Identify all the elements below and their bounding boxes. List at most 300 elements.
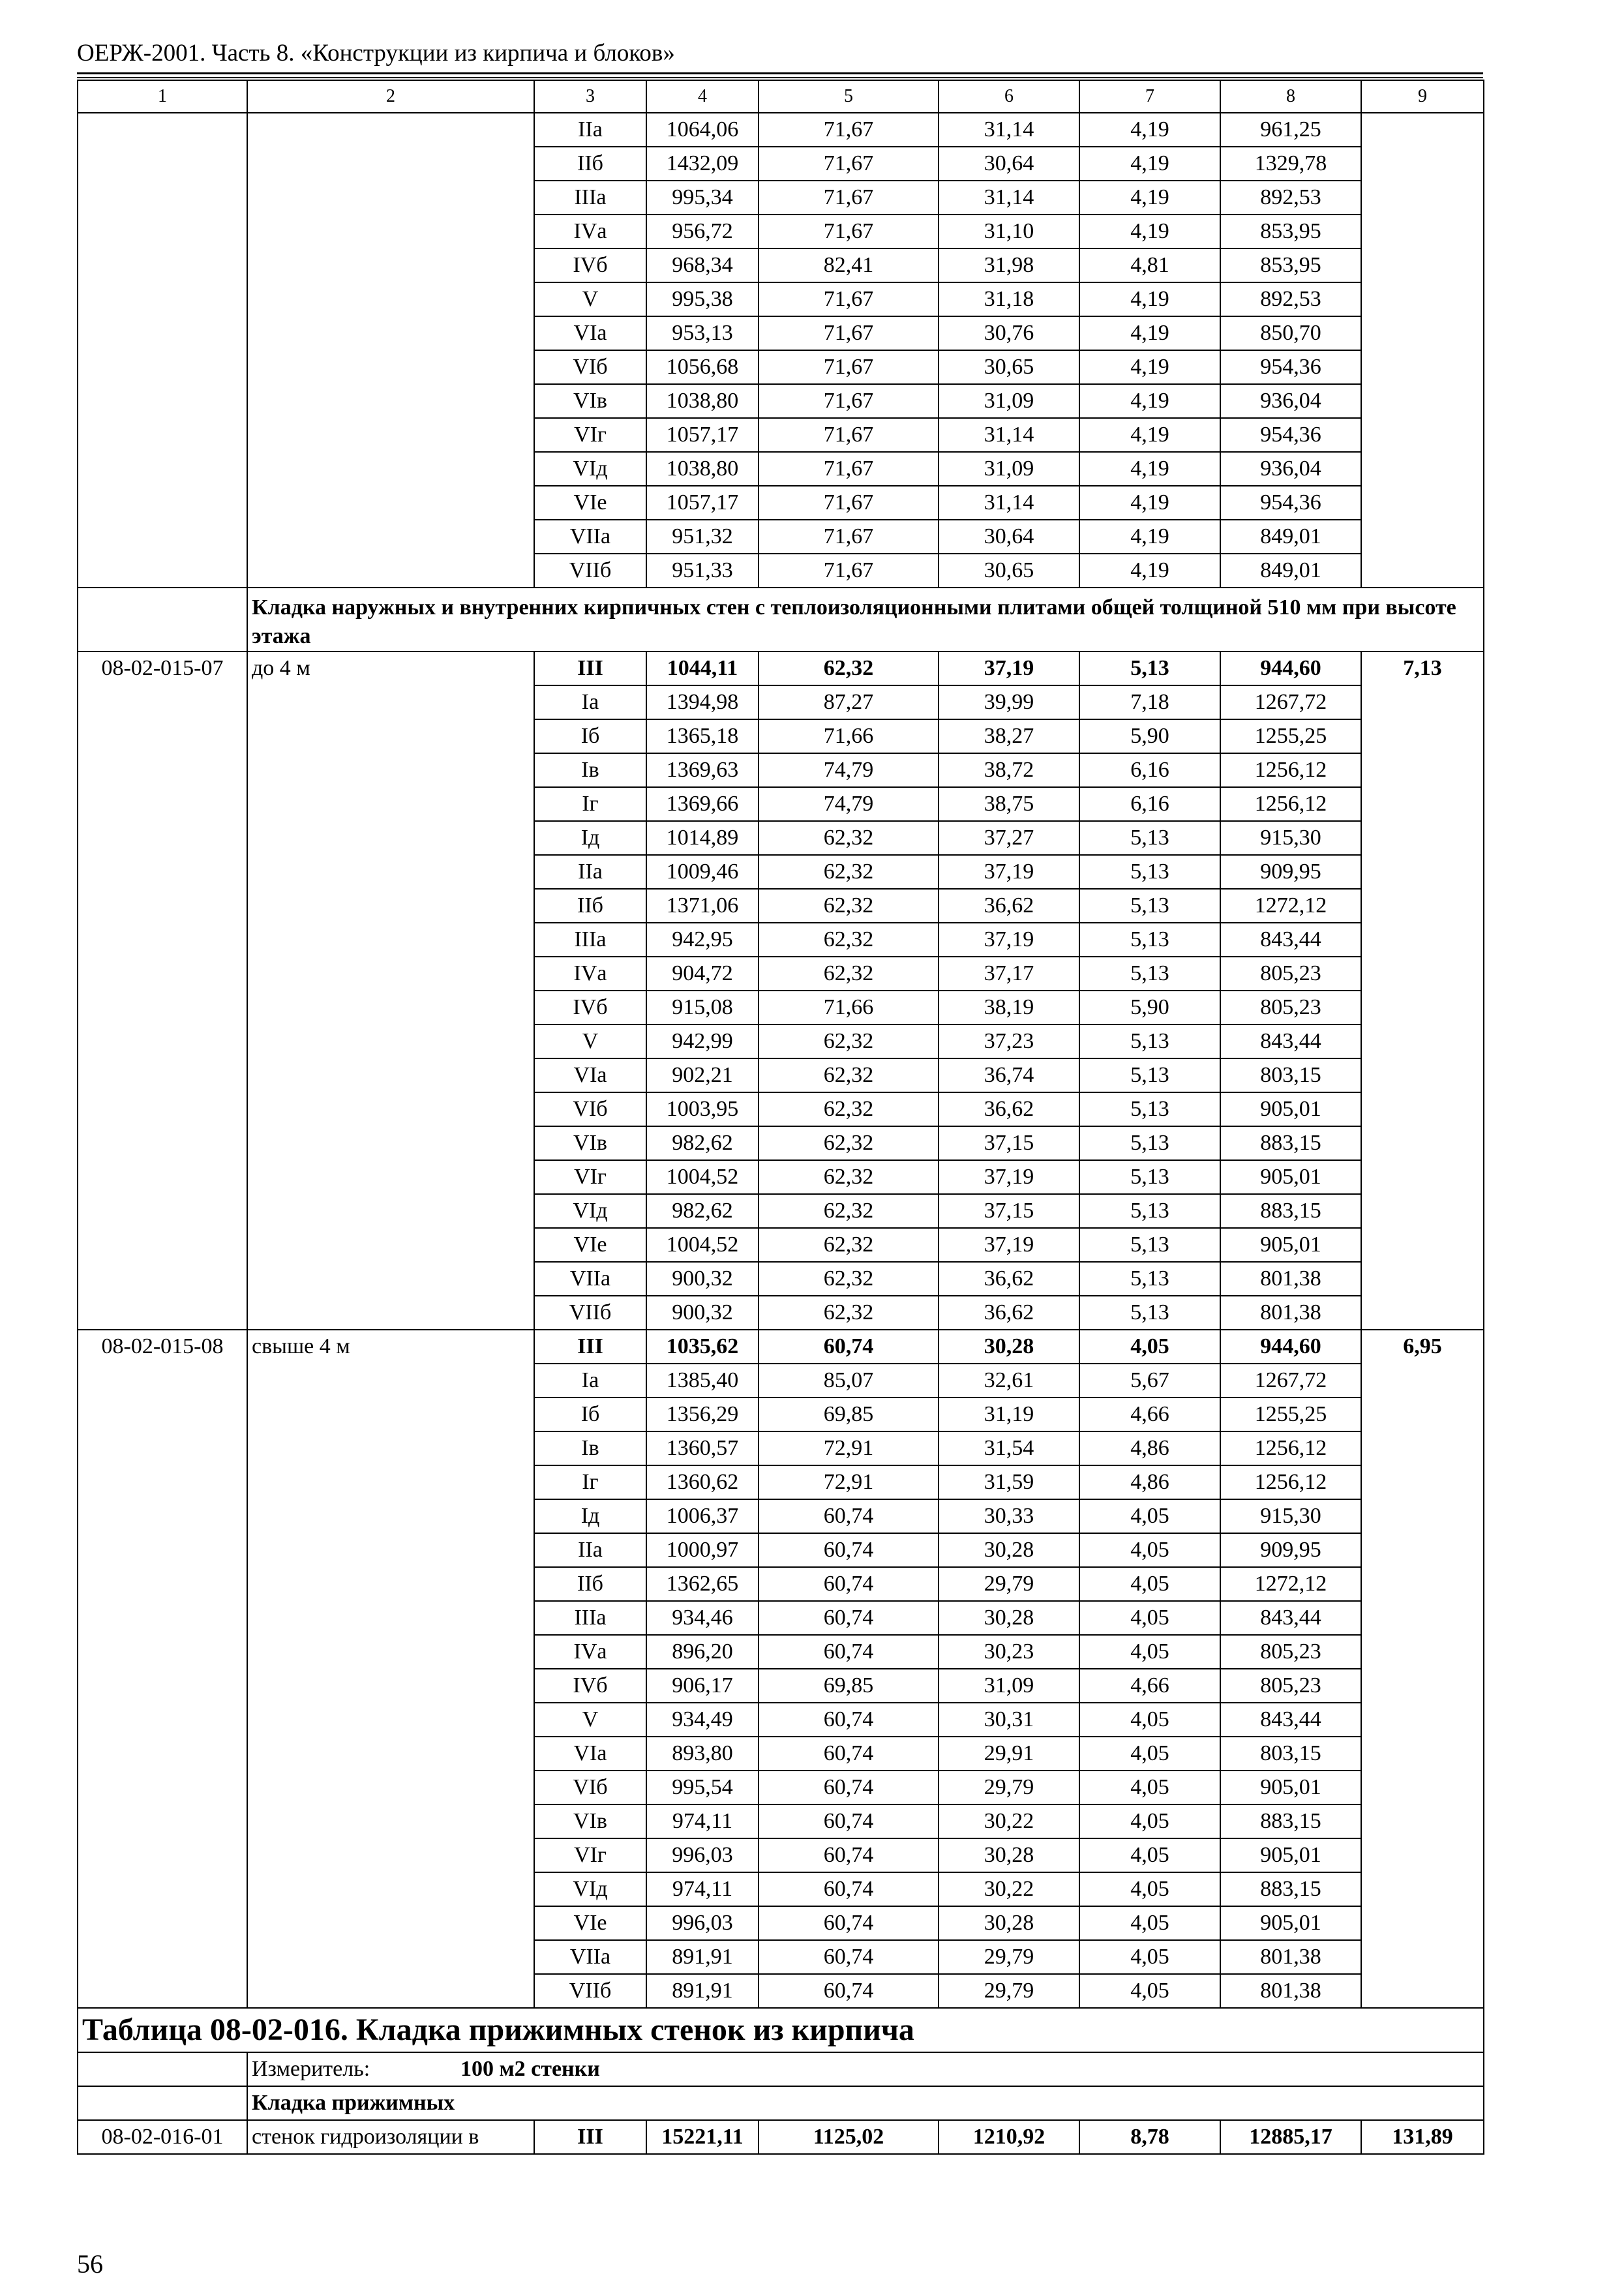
value-cell: 905,01: [1220, 1838, 1361, 1872]
value-cell: 62,32: [759, 1296, 939, 1330]
value-cell: 1056,68: [646, 350, 759, 384]
value-cell: 4,05: [1079, 1771, 1220, 1804]
value-cell: 71,67: [759, 181, 939, 215]
value-cell: 982,62: [646, 1126, 759, 1160]
value-cell: 4,05: [1079, 1601, 1220, 1635]
zone-cell: IVа: [534, 1635, 646, 1669]
value-cell: 71,67: [759, 418, 939, 452]
value-cell: 849,01: [1220, 554, 1361, 588]
value-cell: 843,44: [1220, 1601, 1361, 1635]
value-cell: 4,05: [1079, 1872, 1220, 1906]
value-cell: 38,27: [939, 719, 1079, 753]
value-cell: 31,10: [939, 215, 1079, 248]
value-cell: 801,38: [1220, 1262, 1361, 1296]
value-cell: 62,32: [759, 1126, 939, 1160]
zone-cell: IVб: [534, 991, 646, 1025]
value-cell: 6,16: [1079, 787, 1220, 821]
value-cell: 36,62: [939, 889, 1079, 923]
value-cell: 849,01: [1220, 520, 1361, 554]
value-cell: 1038,80: [646, 384, 759, 418]
column-number-row: [78, 80, 1484, 113]
zone-cell: VIIб: [534, 1296, 646, 1330]
value-cell: 5,13: [1079, 923, 1220, 957]
value-cell: 1360,57: [646, 1431, 759, 1465]
value-cell: 883,15: [1220, 1126, 1361, 1160]
value-cell: 30,65: [939, 554, 1079, 588]
value-cell: 60,74: [759, 1804, 939, 1838]
value-cell: 62,32: [759, 1025, 939, 1058]
zone-cell: VIб: [534, 350, 646, 384]
value-cell: 71,67: [759, 520, 939, 554]
section-heading-row: [78, 588, 1484, 651]
value-cell: 30,64: [939, 147, 1079, 181]
value-cell: 4,05: [1079, 1533, 1220, 1567]
value-cell: 1044,11: [646, 651, 759, 685]
value-cell: 961,25: [1220, 113, 1361, 147]
zone-cell: V: [534, 1703, 646, 1737]
value-cell: 6,16: [1079, 753, 1220, 787]
zone-cell: III: [534, 651, 646, 685]
zone-cell: VIIб: [534, 1974, 646, 2008]
measure-row: [78, 2052, 1484, 2086]
zone-cell: Iб: [534, 719, 646, 753]
value-cell: 1256,12: [1220, 753, 1361, 787]
column-number: 7: [1079, 80, 1220, 113]
value-cell: 37,19: [939, 855, 1079, 889]
value-cell: 31,14: [939, 418, 1079, 452]
value-cell: 904,72: [646, 957, 759, 991]
value-cell: 38,72: [939, 753, 1079, 787]
value-cell: 5,90: [1079, 719, 1220, 753]
value-cell: 896,20: [646, 1635, 759, 1669]
value-cell: 85,07: [759, 1364, 939, 1398]
value-cell: 936,04: [1220, 384, 1361, 418]
table-row: [78, 2120, 1484, 2154]
value-cell: 71,67: [759, 350, 939, 384]
value-cell: 4,19: [1079, 486, 1220, 520]
value-cell: 60,74: [759, 1601, 939, 1635]
value-cell: 37,27: [939, 821, 1079, 855]
zone-cell: Iд: [534, 1499, 646, 1533]
value-cell: 1267,72: [1220, 685, 1361, 719]
value-cell: 1356,29: [646, 1398, 759, 1431]
value-cell: 4,19: [1079, 520, 1220, 554]
value-cell: 905,01: [1220, 1906, 1361, 1940]
value-cell: 62,32: [759, 1262, 939, 1296]
value-cell: 4,05: [1079, 1635, 1220, 1669]
zone-cell: VIа: [534, 1737, 646, 1771]
labor-cost-cell: 7,13: [1361, 651, 1484, 1330]
value-cell: 4,19: [1079, 452, 1220, 486]
value-cell: 36,62: [939, 1092, 1079, 1126]
value-cell: 4,19: [1079, 350, 1220, 384]
zone-cell: IIIа: [534, 923, 646, 957]
value-cell: 1057,17: [646, 418, 759, 452]
value-cell: 1432,09: [646, 147, 759, 181]
value-cell: 30,31: [939, 1703, 1079, 1737]
value-cell: 36,62: [939, 1296, 1079, 1330]
value-cell: 60,74: [759, 1533, 939, 1567]
value-cell: 1064,06: [646, 113, 759, 147]
value-cell: 4,66: [1079, 1669, 1220, 1703]
value-cell: 4,05: [1079, 1330, 1220, 1364]
value-cell: 31,14: [939, 113, 1079, 147]
value-cell: 883,15: [1220, 1194, 1361, 1228]
table-title-row: [78, 2008, 1484, 2052]
value-cell: 37,23: [939, 1025, 1079, 1058]
column-number: 5: [759, 80, 939, 113]
value-cell: 801,38: [1220, 1940, 1361, 1974]
zone-cell: VIа: [534, 1058, 646, 1092]
value-cell: 62,32: [759, 855, 939, 889]
value-cell: 62,32: [759, 923, 939, 957]
value-cell: 801,38: [1220, 1296, 1361, 1330]
value-cell: 900,32: [646, 1262, 759, 1296]
value-cell: 1360,62: [646, 1465, 759, 1499]
zone-cell: IIа: [534, 113, 646, 147]
value-cell: 31,14: [939, 486, 1079, 520]
value-cell: 71,67: [759, 554, 939, 588]
value-cell: 951,32: [646, 520, 759, 554]
value-cell: 4,05: [1079, 1804, 1220, 1838]
value-cell: 891,91: [646, 1974, 759, 2008]
value-cell: 1006,37: [646, 1499, 759, 1533]
value-cell: 5,13: [1079, 1025, 1220, 1058]
value-cell: 62,32: [759, 957, 939, 991]
value-cell: 31,14: [939, 181, 1079, 215]
value-cell: 4,05: [1079, 1906, 1220, 1940]
value-cell: 60,74: [759, 1635, 939, 1669]
value-cell: 1385,40: [646, 1364, 759, 1398]
value-cell: 1362,65: [646, 1567, 759, 1601]
value-cell: 32,61: [939, 1364, 1079, 1398]
table-row: [78, 651, 1484, 685]
value-cell: 71,66: [759, 991, 939, 1025]
value-cell: 1272,12: [1220, 889, 1361, 923]
value-cell: 1256,12: [1220, 787, 1361, 821]
value-cell: 893,80: [646, 1737, 759, 1771]
zone-cell: VIд: [534, 1872, 646, 1906]
zone-cell: VIIа: [534, 520, 646, 554]
value-cell: 5,13: [1079, 651, 1220, 685]
value-cell: 37,15: [939, 1194, 1079, 1228]
value-cell: 1369,66: [646, 787, 759, 821]
value-cell: 30,76: [939, 316, 1079, 350]
value-cell: 4,19: [1079, 316, 1220, 350]
zone-cell: VIб: [534, 1092, 646, 1126]
empty-cell: [78, 2052, 247, 2086]
value-cell: 1038,80: [646, 452, 759, 486]
value-cell: 60,74: [759, 1703, 939, 1737]
value-cell: 30,28: [939, 1601, 1079, 1635]
value-cell: 4,19: [1079, 384, 1220, 418]
section-heading: Кладка наружных и внутренних кирпичных стен с теплоизоляционными плитами общей толщиной 510 мм при высоте этажа: [247, 588, 1484, 651]
value-cell: 5,13: [1079, 1160, 1220, 1194]
item-code: 08-02-016-01: [78, 2120, 247, 2154]
value-cell: 1004,52: [646, 1228, 759, 1262]
running-header: ОЕРЖ-2001. Часть 8. «Конструкции из кирпича и блоков»: [77, 40, 675, 67]
zone-cell: Iа: [534, 1364, 646, 1398]
column-number: 6: [939, 80, 1079, 113]
zone-cell: VIа: [534, 316, 646, 350]
value-cell: 7,18: [1079, 685, 1220, 719]
zone-cell: VIе: [534, 486, 646, 520]
empty-cell: [78, 2086, 247, 2120]
subheading-row: [78, 2086, 1484, 2120]
value-cell: 1371,06: [646, 889, 759, 923]
page-number: 56: [77, 2249, 103, 2279]
value-cell: 995,38: [646, 282, 759, 316]
value-cell: 853,95: [1220, 248, 1361, 282]
value-cell: 5,13: [1079, 889, 1220, 923]
value-cell: 60,74: [759, 1567, 939, 1601]
value-cell: 87,27: [759, 685, 939, 719]
value-cell: 954,36: [1220, 486, 1361, 520]
value-cell: 974,11: [646, 1804, 759, 1838]
description-cell: [247, 113, 534, 588]
value-cell: 31,09: [939, 1669, 1079, 1703]
value-cell: 60,74: [759, 1940, 939, 1974]
value-cell: 936,04: [1220, 452, 1361, 486]
zone-cell: IVб: [534, 1669, 646, 1703]
value-cell: 8,78: [1079, 2120, 1220, 2154]
value-cell: 5,13: [1079, 821, 1220, 855]
value-cell: 30,33: [939, 1499, 1079, 1533]
zone-cell: VIв: [534, 384, 646, 418]
value-cell: 4,19: [1079, 282, 1220, 316]
zone-cell: VIIа: [534, 1262, 646, 1296]
column-number: 8: [1220, 80, 1361, 113]
value-cell: 37,15: [939, 1126, 1079, 1160]
value-cell: 30,22: [939, 1804, 1079, 1838]
value-cell: 853,95: [1220, 215, 1361, 248]
value-cell: 38,75: [939, 787, 1079, 821]
value-cell: 805,23: [1220, 991, 1361, 1025]
table-title: Таблица 08-02-016. Кладка прижимных стенок из кирпича: [78, 2008, 1484, 2052]
value-cell: 942,95: [646, 923, 759, 957]
value-cell: 1125,02: [759, 2120, 939, 2154]
value-cell: 62,32: [759, 1160, 939, 1194]
value-cell: 69,85: [759, 1398, 939, 1431]
value-cell: 968,34: [646, 248, 759, 282]
value-cell: 1004,52: [646, 1160, 759, 1194]
value-cell: 31,54: [939, 1431, 1079, 1465]
value-cell: 1329,78: [1220, 147, 1361, 181]
value-cell: 4,05: [1079, 1838, 1220, 1872]
value-cell: 71,67: [759, 452, 939, 486]
value-cell: 803,15: [1220, 1737, 1361, 1771]
value-cell: 30,23: [939, 1635, 1079, 1669]
value-cell: 37,19: [939, 1160, 1079, 1194]
header-rule-thin: [77, 77, 1483, 78]
column-number: 9: [1361, 80, 1484, 113]
code-cell: [78, 113, 247, 588]
value-cell: 31,09: [939, 452, 1079, 486]
value-cell: 1256,12: [1220, 1465, 1361, 1499]
value-cell: 5,13: [1079, 1126, 1220, 1160]
value-cell: 956,72: [646, 215, 759, 248]
measure-label: Измеритель:: [252, 2057, 370, 2082]
value-cell: 1009,46: [646, 855, 759, 889]
value-cell: 36,62: [939, 1262, 1079, 1296]
value-cell: 30,65: [939, 350, 1079, 384]
value-cell: 5,13: [1079, 957, 1220, 991]
value-cell: 1394,98: [646, 685, 759, 719]
value-cell: 72,91: [759, 1431, 939, 1465]
value-cell: 953,13: [646, 316, 759, 350]
value-cell: 974,11: [646, 1872, 759, 1906]
value-cell: 934,46: [646, 1601, 759, 1635]
value-cell: 5,13: [1079, 1296, 1220, 1330]
value-cell: 4,05: [1079, 1499, 1220, 1533]
value-cell: 5,13: [1079, 855, 1220, 889]
value-cell: 71,67: [759, 147, 939, 181]
zone-cell: V: [534, 1025, 646, 1058]
zone-cell: IIIа: [534, 1601, 646, 1635]
value-cell: 5,13: [1079, 1092, 1220, 1126]
value-cell: 4,86: [1079, 1465, 1220, 1499]
value-cell: 71,67: [759, 282, 939, 316]
zone-cell: VIг: [534, 1838, 646, 1872]
measure-cell: [247, 2052, 1484, 2086]
value-cell: 1014,89: [646, 821, 759, 855]
value-cell: 883,15: [1220, 1872, 1361, 1906]
item-description: до 4 м: [247, 651, 534, 1330]
value-cell: 902,21: [646, 1058, 759, 1092]
value-cell: 30,28: [939, 1533, 1079, 1567]
value-cell: 883,15: [1220, 1804, 1361, 1838]
zone-cell: IIа: [534, 1533, 646, 1567]
value-cell: 1255,25: [1220, 1398, 1361, 1431]
zone-cell: VIв: [534, 1804, 646, 1838]
value-cell: 4,19: [1079, 418, 1220, 452]
value-cell: 71,67: [759, 384, 939, 418]
zone-cell: VIд: [534, 1194, 646, 1228]
value-cell: 954,36: [1220, 418, 1361, 452]
value-cell: 1365,18: [646, 719, 759, 753]
value-cell: 905,01: [1220, 1092, 1361, 1126]
value-cell: 62,32: [759, 1194, 939, 1228]
value-cell: 995,34: [646, 181, 759, 215]
value-cell: 31,19: [939, 1398, 1079, 1431]
value-cell: 5,13: [1079, 1058, 1220, 1092]
value-cell: 60,74: [759, 1499, 939, 1533]
value-cell: 29,79: [939, 1771, 1079, 1804]
zone-cell: IIб: [534, 889, 646, 923]
value-cell: 31,09: [939, 384, 1079, 418]
value-cell: 892,53: [1220, 181, 1361, 215]
table-row: [78, 1330, 1484, 1364]
value-cell: 5,67: [1079, 1364, 1220, 1398]
value-cell: 944,60: [1220, 651, 1361, 685]
zone-cell: IIб: [534, 147, 646, 181]
zone-cell: IIа: [534, 855, 646, 889]
value-cell: 4,05: [1079, 1737, 1220, 1771]
value-cell: 900,32: [646, 1296, 759, 1330]
value-cell: 4,19: [1079, 215, 1220, 248]
value-cell: 843,44: [1220, 1703, 1361, 1737]
value-cell: 915,30: [1220, 821, 1361, 855]
value-cell: 1369,63: [646, 753, 759, 787]
zone-cell: IVб: [534, 248, 646, 282]
value-cell: 909,95: [1220, 1533, 1361, 1567]
value-cell: 954,36: [1220, 350, 1361, 384]
value-cell: 62,32: [759, 889, 939, 923]
zone-cell: Iа: [534, 685, 646, 719]
value-cell: 4,66: [1079, 1398, 1220, 1431]
value-cell: 4,05: [1079, 1703, 1220, 1737]
value-cell: 36,74: [939, 1058, 1079, 1092]
value-cell: 12885,17: [1220, 2120, 1361, 2154]
value-cell: 1057,17: [646, 486, 759, 520]
value-cell: 805,23: [1220, 1669, 1361, 1703]
value-cell: 843,44: [1220, 1025, 1361, 1058]
value-cell: 62,32: [759, 651, 939, 685]
value-cell: 905,01: [1220, 1771, 1361, 1804]
item-code: 08-02-015-08: [78, 1330, 247, 2008]
zone-cell: VIIа: [534, 1940, 646, 1974]
value-cell: 60,74: [759, 1330, 939, 1364]
value-cell: 62,32: [759, 821, 939, 855]
value-cell: 1003,95: [646, 1092, 759, 1126]
zone-cell: IVа: [534, 957, 646, 991]
value-cell: 5,90: [1079, 991, 1220, 1025]
value-cell: 843,44: [1220, 923, 1361, 957]
value-cell: 4,19: [1079, 147, 1220, 181]
value-cell: 5,13: [1079, 1194, 1220, 1228]
value-cell: 60,74: [759, 1771, 939, 1804]
value-cell: 4,81: [1079, 248, 1220, 282]
value-cell: 30,28: [939, 1838, 1079, 1872]
zone-cell: IIIа: [534, 181, 646, 215]
value-cell: 29,79: [939, 1567, 1079, 1601]
value-cell: 60,74: [759, 1737, 939, 1771]
zone-cell: Iв: [534, 753, 646, 787]
value-cell: 31,18: [939, 282, 1079, 316]
zone-cell: III: [534, 2120, 646, 2154]
value-cell: 4,05: [1079, 1974, 1220, 2008]
zone-cell: VIг: [534, 418, 646, 452]
value-cell: 131,89: [1361, 2120, 1484, 2154]
header-rule-thick: [77, 72, 1483, 74]
value-cell: 951,33: [646, 554, 759, 588]
value-cell: 905,01: [1220, 1228, 1361, 1262]
value-cell: 62,32: [759, 1058, 939, 1092]
value-cell: 31,59: [939, 1465, 1079, 1499]
value-cell: 995,54: [646, 1771, 759, 1804]
value-cell: 71,67: [759, 215, 939, 248]
value-cell: 29,79: [939, 1940, 1079, 1974]
value-cell: 71,67: [759, 113, 939, 147]
value-cell: 905,01: [1220, 1160, 1361, 1194]
value-cell: 60,74: [759, 1906, 939, 1940]
value-cell: 74,79: [759, 753, 939, 787]
value-cell: 892,53: [1220, 282, 1361, 316]
value-cell: 942,99: [646, 1025, 759, 1058]
value-cell: 69,85: [759, 1669, 939, 1703]
value-cell: 4,05: [1079, 1567, 1220, 1601]
value-cell: 37,17: [939, 957, 1079, 991]
value-cell: 82,41: [759, 248, 939, 282]
value-cell: 71,66: [759, 719, 939, 753]
value-cell: 60,74: [759, 1838, 939, 1872]
zone-cell: Iд: [534, 821, 646, 855]
value-cell: 4,05: [1079, 1940, 1220, 1974]
zone-cell: IIб: [534, 1567, 646, 1601]
value-cell: 62,32: [759, 1092, 939, 1126]
value-cell: 30,28: [939, 1330, 1079, 1364]
zone-cell: Iв: [534, 1431, 646, 1465]
